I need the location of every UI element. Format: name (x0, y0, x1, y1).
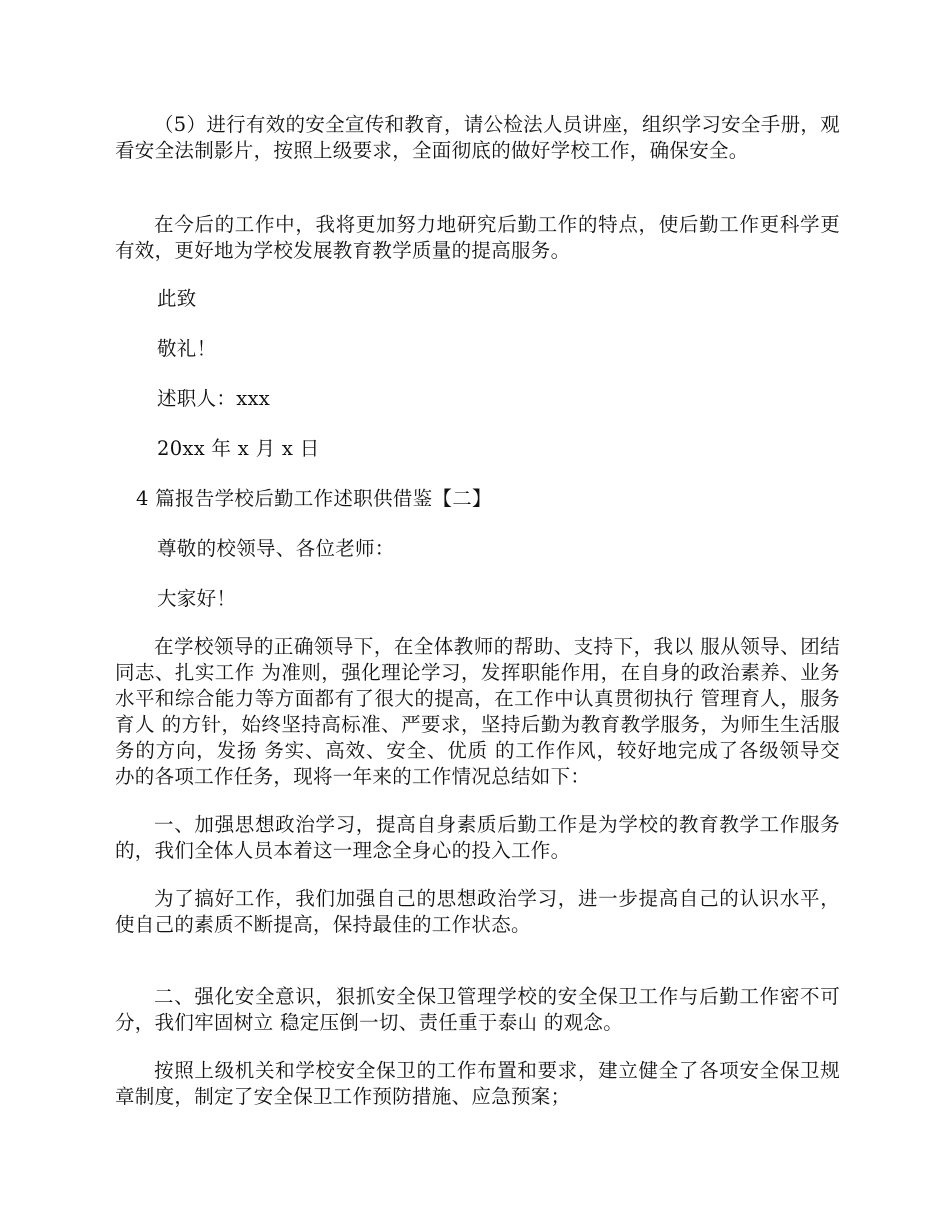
paragraph-introduction: 在学校领导的正确领导下，在全体教师的帮助、支持下，我以 服从领导、团结同志、扎实工作 为准则，强化理论学习，发挥职能作用，在自身的政治素养、业务水平和综合能力等方面都有了很大的提高，在工作中认真贯彻执行 管理育人，服务育人 的方针，始终坚持高标准、严要求，坚持后勤为教育教学服务，为师生生活服务的方向，发扬 务实、高效、安全、优质 的工作作风，较好地完成了各级领导交办的各项工作任务，现将一年来的工作情况总结如下： (115, 635, 840, 788)
section-heading: 4 篇报告学校后勤工作述职供借鉴【二】 (136, 487, 492, 510)
paragraph-political-study: 一、加强思想政治学习，提高自身素质后勤工作是为学校的教育教学工作服务的，我们全体人员本着这一理念全身心的投入工作。 (115, 813, 840, 862)
paragraph-security-awareness: 二、强化安全意识，狠抓安全保卫管理学校的安全保卫工作与后勤工作密不可分，我们牢固树立 稳定压倒一切、责任重于泰山 的观念。 (115, 985, 840, 1034)
paragraph-future-work: 在今后的工作中，我将更加努力地研究后勤工作的特点，使后勤工作更科学更有效，更好地为学校发展教育教学质量的提高服务。 (115, 213, 840, 262)
closing-salutation: 此致 (157, 287, 197, 310)
date-line: 20xx 年 x 月 x 日 (157, 437, 320, 460)
paragraph-security-rules: 按照上级机关和学校安全保卫的工作布置和要求，建立健全了各项安全保卫规章制度，制定了安全保卫工作预防措施、应急预案； (115, 1059, 840, 1108)
greeting-line: 尊敬的校领导、各位老师： (157, 537, 395, 560)
closing-regards: 敬礼！ (157, 337, 217, 360)
paragraph-improve-work: 为了搞好工作，我们加强自己的思想政治学习，进一步提高自己的认识水平，使自己的素质不断提高，保持最佳的工作状态。 (115, 887, 840, 936)
paragraph-safety-education: （5）进行有效的安全宣传和教育，请公检法人员讲座，组织学习安全手册，观看安全法制影片，按照上级要求，全面彻底的做好学校工作，确保安全。 (115, 113, 840, 162)
hello-line: 大家好！ (157, 587, 237, 610)
signature-line: 述职人：xxx (157, 387, 271, 410)
